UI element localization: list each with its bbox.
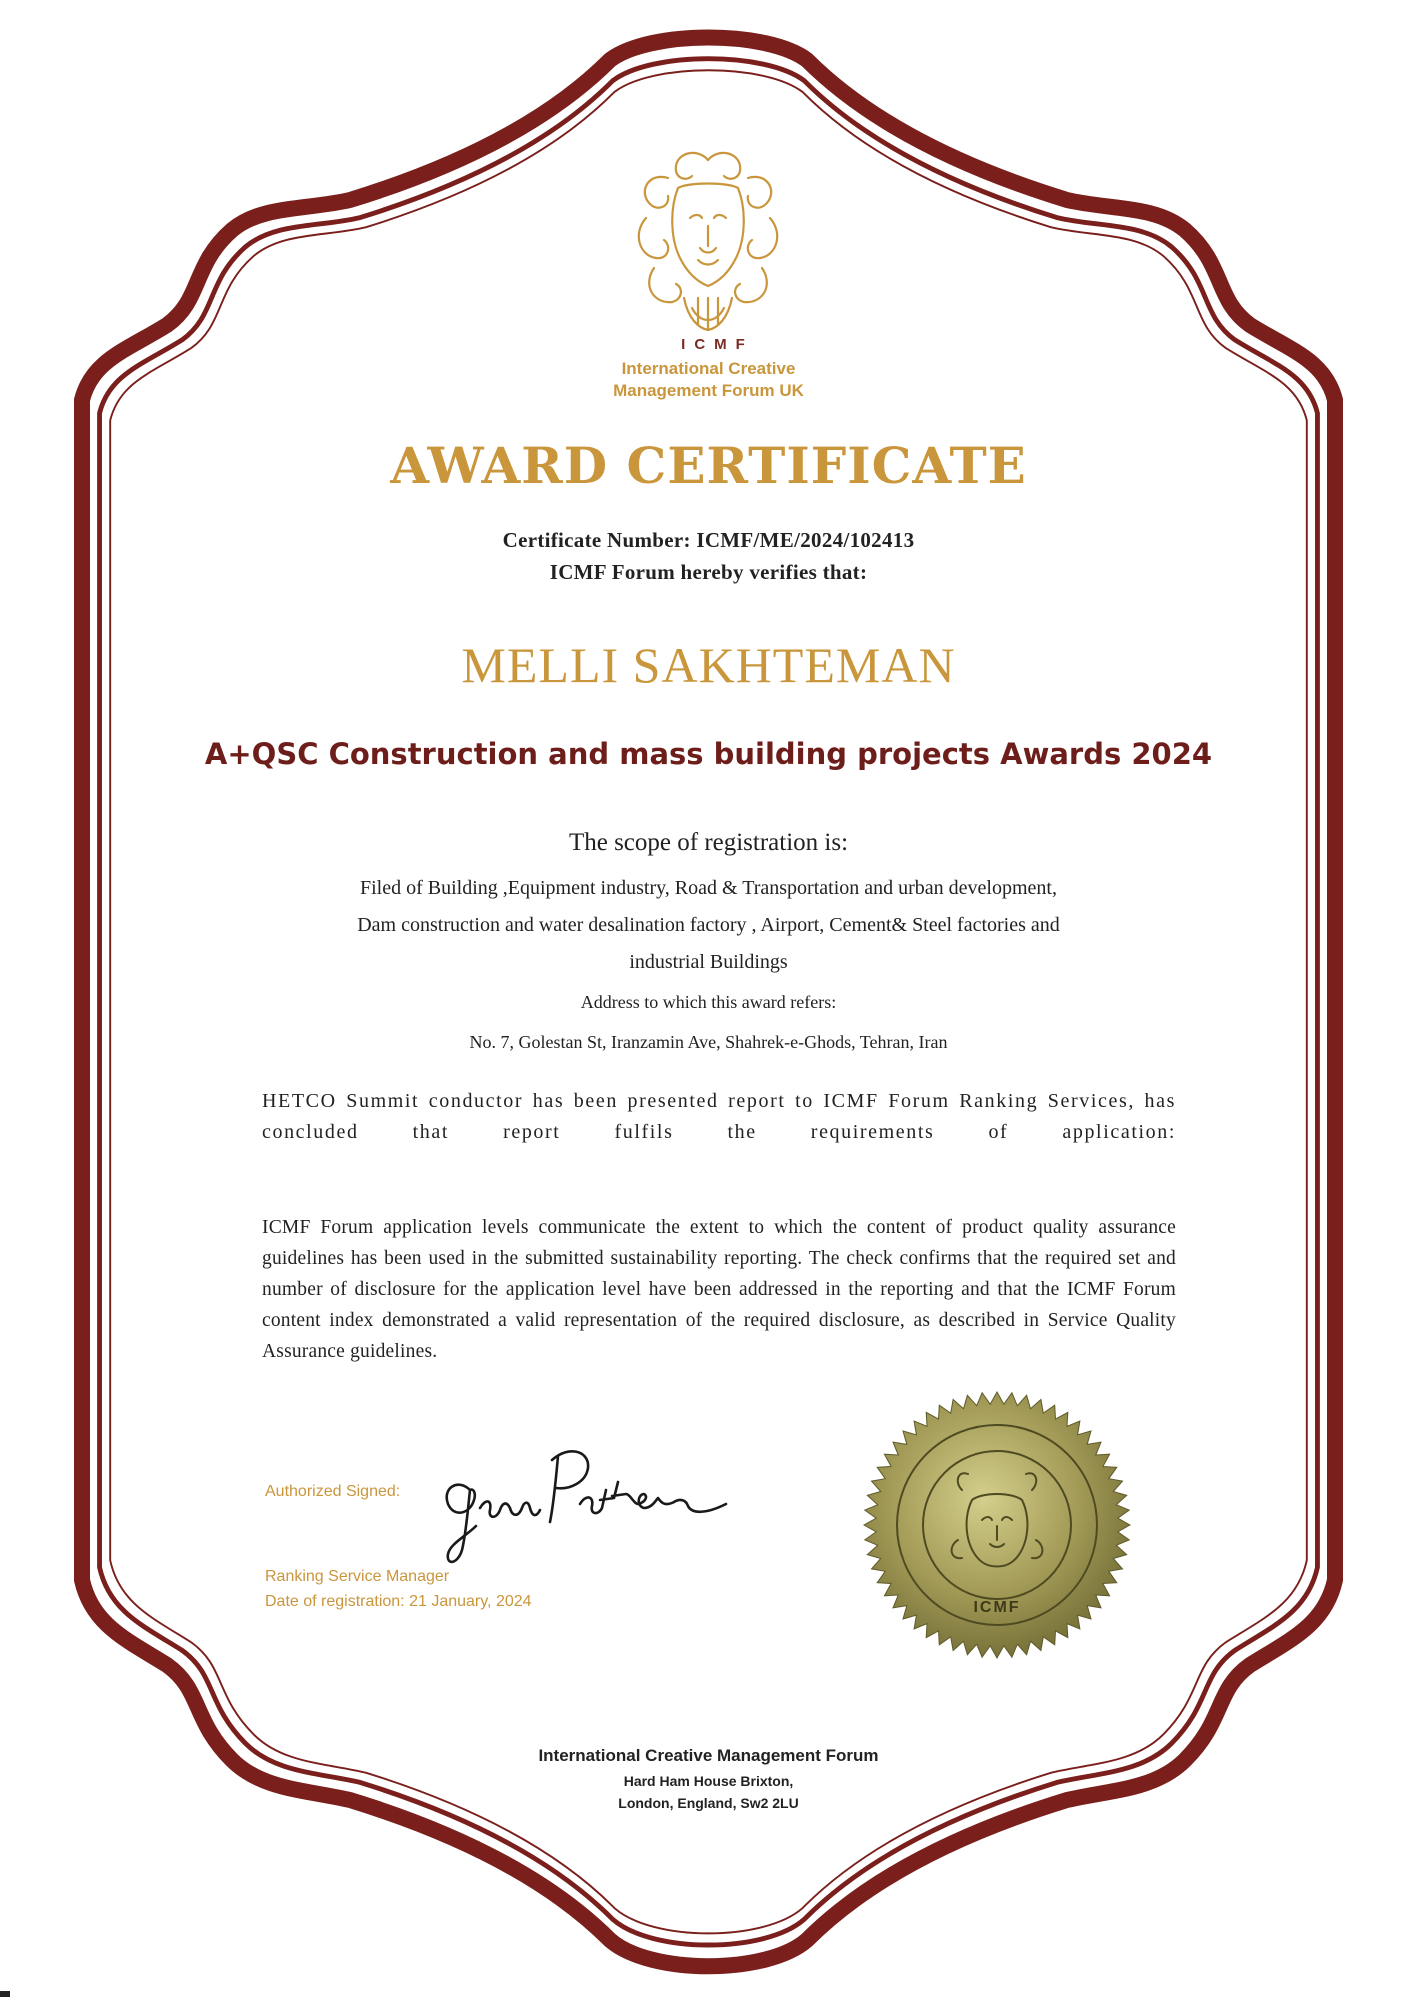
org-abbreviation: ICMF xyxy=(681,336,754,353)
footer-address-line-2: London, England, Sw2 2LU xyxy=(618,1795,799,1811)
report-paragraph: HETCO Summit conductor has been presented report to ICMF Forum Ranking Services, has concluded that report fulfils the requirements of application: xyxy=(262,1090,1176,1143)
address-label: Address to which this award refers: xyxy=(580,992,837,1012)
org-name-line-1: International Creative xyxy=(621,359,796,378)
seal-text: ICMF xyxy=(973,1599,1021,1616)
scope-line-2: Dam construction and water desalination factory , Airport, Cement& Steel factories and xyxy=(357,914,1060,936)
certificate-title: AWARD CERTIFICATE xyxy=(390,436,1027,495)
org-name-line-2: Management Forum UK xyxy=(613,381,804,400)
signature-label: Authorized Signed: xyxy=(265,1483,401,1500)
award-title: A+QSC Construction and mass building projects Awards 2024 xyxy=(204,737,1213,771)
scope-text xyxy=(0,870,1417,981)
scope-heading: The scope of registration is: xyxy=(568,829,849,856)
scope-line-3: industrial Buildings xyxy=(629,951,788,973)
scope-line-1: Filed of Building ,Equipment industry, Road & Transportation and urban development, xyxy=(360,877,1057,899)
gold-seal-icon xyxy=(862,1390,1132,1660)
footer-organization: International Creative Management Forum xyxy=(538,1746,879,1765)
org-name xyxy=(0,358,1417,402)
certificate-number: Certificate Number: ICMF/ME/2024/102413 xyxy=(502,528,915,552)
certificate-info xyxy=(0,524,1417,588)
address-text: No. 7, Golestan St, Iranzamin Ave, Shahrek-e-Ghods, Tehran, Iran xyxy=(469,1032,948,1052)
recipient-name: MELLI SAKHTEMAN xyxy=(461,637,956,693)
handwritten-signature xyxy=(440,1438,730,1578)
registration-date: Date of registration: 21 January, 2024 xyxy=(265,1593,532,1610)
guidelines-paragraph: ICMF Forum application levels communicate the extent to which the content of product quality assurance guidelines has been used in the submitted sustainability reporting. The check confirms that the required set and number of disclosure for the application level have been addressed in the reporting and that the ICMF Forum content index demonstrated a valid representation of the required disclosure, as described in Service Quality Assurance guidelines. xyxy=(262,1217,1176,1362)
footer-address-line-1: Hard Ham House Brixton, xyxy=(623,1773,794,1789)
signer-role: Ranking Service Manager xyxy=(265,1568,450,1585)
lion-crest-icon xyxy=(628,148,788,338)
footer-address xyxy=(0,1770,1417,1814)
scan-corner-mark xyxy=(0,1991,10,1997)
verification-statement: ICMF Forum hereby verifies that: xyxy=(549,560,868,584)
